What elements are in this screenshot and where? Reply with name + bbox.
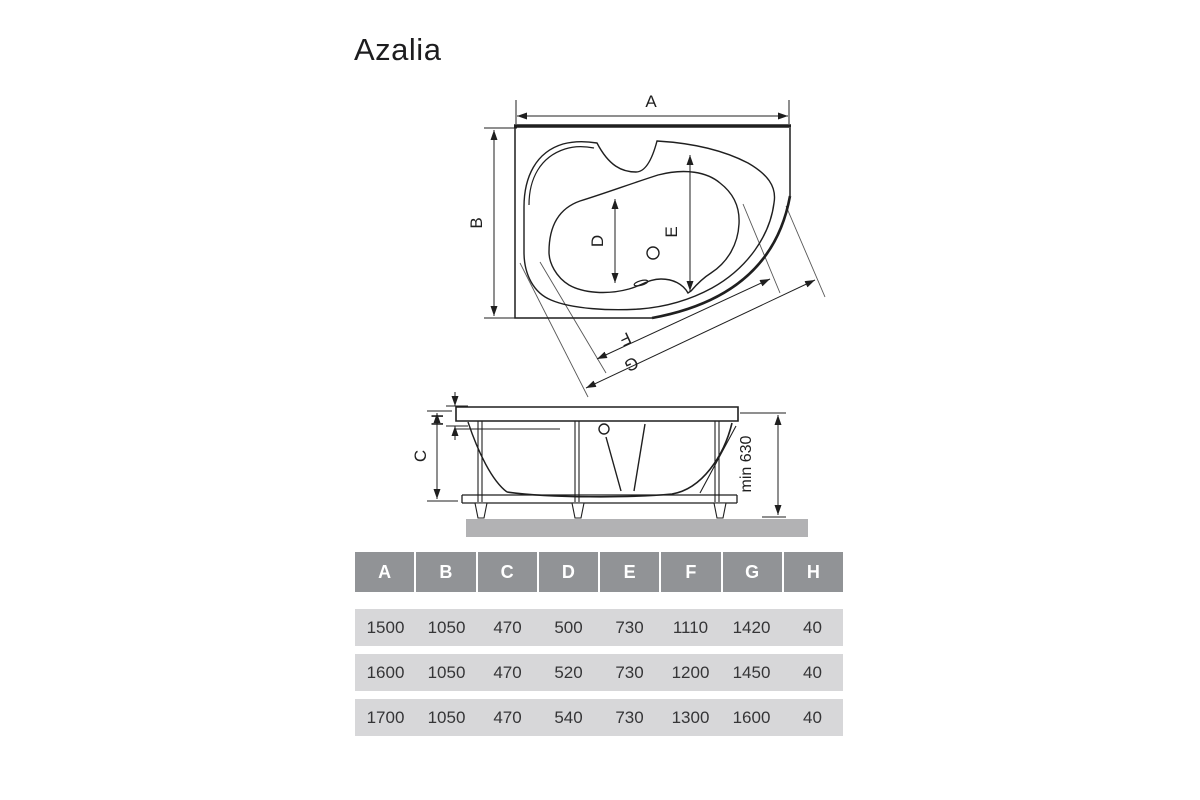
dim-label-min-height: min 630 <box>738 435 755 493</box>
table-cell: 470 <box>493 617 522 637</box>
table-cell: 1050 <box>427 662 466 682</box>
dim-label-a: A <box>645 92 657 111</box>
dimension-b <box>467 128 517 318</box>
header-cell-g: G <box>723 552 782 592</box>
table-cell: 1110 <box>672 617 709 637</box>
dimension-min-height <box>738 413 786 517</box>
foot <box>714 503 726 518</box>
overflow-hole <box>599 424 609 434</box>
dimension-a <box>516 92 789 124</box>
table-cell: 540 <box>554 707 583 727</box>
dimensions-table <box>355 552 843 744</box>
headrest <box>529 147 594 205</box>
side-view <box>411 392 808 537</box>
top-view <box>467 92 825 397</box>
drain-icon <box>647 247 659 259</box>
tub-basin <box>549 172 739 293</box>
table-cell: 1700 <box>366 707 405 727</box>
table-cell: 1200 <box>671 662 710 682</box>
table-row <box>355 699 843 736</box>
support-frame <box>462 421 737 518</box>
table-cell: 1600 <box>732 707 771 727</box>
table-cell: 1450 <box>732 662 771 682</box>
table-cell: 730 <box>615 707 644 727</box>
table-cell: 730 <box>615 662 644 682</box>
ground-shadow <box>466 519 808 537</box>
side-rim <box>456 407 738 429</box>
table-cell: 730 <box>615 617 644 637</box>
table-row <box>355 609 843 646</box>
dim-label-d: D <box>588 234 607 248</box>
dim-label-b: B <box>467 217 486 229</box>
product-title: Azalia <box>354 32 442 67</box>
header-cell-b: B <box>416 552 475 592</box>
header-cell-e: E <box>600 552 659 592</box>
table-cell: 40 <box>803 707 822 727</box>
dimension-e <box>662 155 690 291</box>
table-cell: 1050 <box>427 617 466 637</box>
dim-label-e: E <box>662 226 681 238</box>
foot <box>572 503 584 518</box>
table-cell: 470 <box>493 707 522 727</box>
table-cell: 40 <box>803 617 822 637</box>
header-cell-h: H <box>784 552 843 592</box>
table-cell: 520 <box>554 662 583 682</box>
foot <box>475 503 487 518</box>
header-cell-f: F <box>661 552 720 592</box>
dim-label-g: G <box>621 352 642 376</box>
dim-label-c: C <box>411 449 430 463</box>
table-header-row <box>355 552 843 592</box>
table-cell: 1500 <box>366 617 405 637</box>
table-row <box>355 654 843 691</box>
header-cell-a: A <box>355 552 414 592</box>
table-cell: 470 <box>493 662 522 682</box>
side-tub-body <box>468 422 736 497</box>
dimension-d <box>588 199 615 283</box>
dim-label-f: F <box>616 328 635 350</box>
table-cell: 1420 <box>732 617 771 637</box>
table-cell: 1600 <box>366 662 405 682</box>
table-cell: 40 <box>803 662 822 682</box>
header-cell-c: C <box>478 552 537 592</box>
table-cell: 500 <box>554 617 583 637</box>
header-cell-d: D <box>539 552 598 592</box>
table-cell: 1300 <box>671 707 710 727</box>
table-cell: 1050 <box>427 707 466 727</box>
dimension-h <box>428 392 468 440</box>
overflow-slot <box>634 279 649 287</box>
dim-label-h: H <box>428 413 447 427</box>
